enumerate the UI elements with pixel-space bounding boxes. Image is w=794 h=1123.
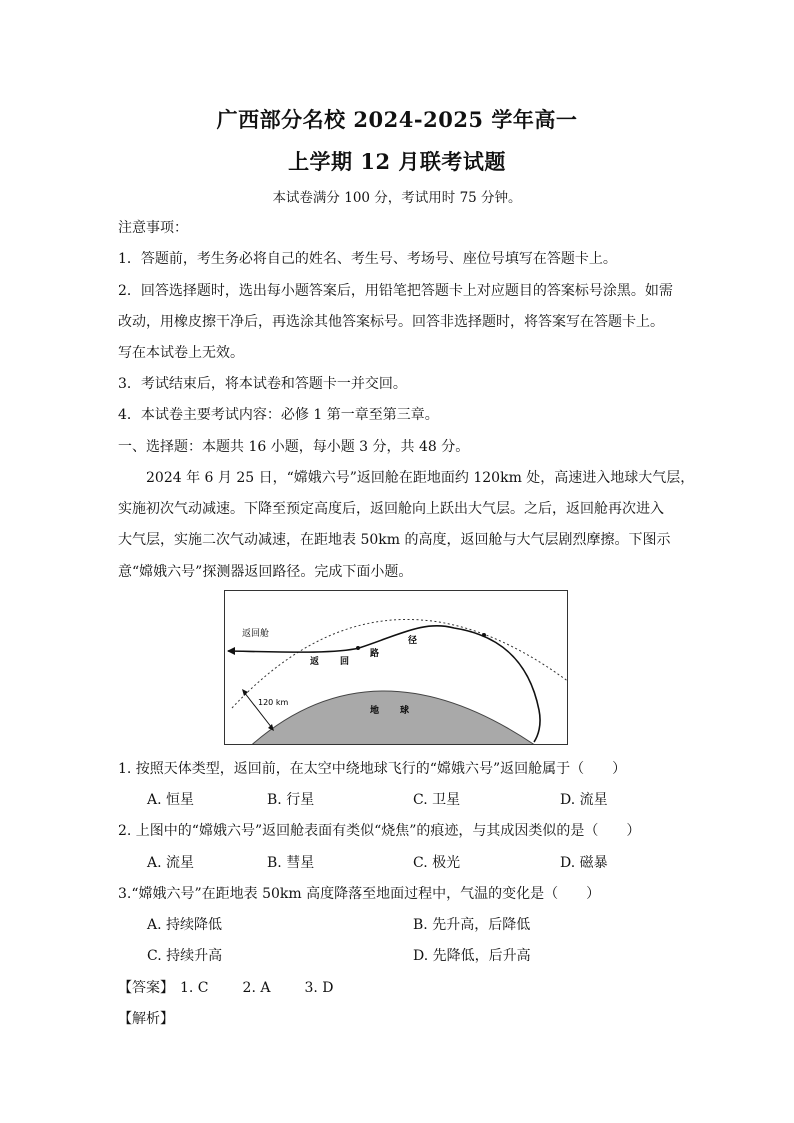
question-2-option-b[interactable]: B. 彗星 bbox=[267, 855, 315, 871]
question-1-stem: 1. 按照天体类型，返回前，在太空中绕地球飞行的“嫦娥六号”返回舱属于（ ） bbox=[118, 761, 627, 777]
answer-2: 2. A bbox=[242, 980, 271, 996]
passage-line-4: 意“嫦娥六号”探测器返回路径。完成下面小题。 bbox=[118, 564, 413, 580]
answer-label: 【答案】 bbox=[118, 980, 174, 996]
passage-line-1: 2024 年 6 月 25 日，“嫦娥六号”返回舱在距地面约 120km 处，高速进入地球大气层， bbox=[146, 470, 695, 486]
question-1-option-a[interactable]: A. 恒星 bbox=[147, 792, 195, 808]
exam-subtitle: 本试卷满分 100 分，考试用时 75 分钟。 bbox=[272, 190, 522, 206]
path-label-4: 径 bbox=[408, 636, 418, 646]
answer-1: 1. C bbox=[180, 980, 209, 996]
note-item-2-line2: 改动，用橡皮擦干净后，再选涂其他答案标号。回答非选择题时，将答案写在答题卡上。 bbox=[118, 314, 664, 330]
path-point bbox=[482, 633, 486, 637]
capsule-label: 返回舱 bbox=[242, 629, 270, 639]
question-2-option-d[interactable]: D. 磁暴 bbox=[560, 855, 608, 871]
path-label-2: 回 bbox=[340, 657, 350, 667]
note-item-3: 3．考试结束后，将本试卷和答题卡一并交回。 bbox=[118, 376, 407, 392]
question-3-option-d[interactable]: D. 先降低，后升高 bbox=[413, 948, 531, 964]
altitude-label: 120 km bbox=[258, 698, 289, 707]
note-item-1: 1．答题前，考生务必将自己的姓名、考生号、考场号、座位号填写在答题卡上。 bbox=[118, 251, 617, 267]
question-3-stem: 3.“嫦娥六号”在距地表 50km 高度降落至地面过程中，气温的变化是（ ） bbox=[118, 886, 601, 902]
section-heading: 一、选择题：本题共 16 小题，每小题 3 分，共 48 分。 bbox=[118, 439, 470, 455]
question-3-option-c[interactable]: C. 持续升高 bbox=[147, 948, 223, 964]
question-1-option-d[interactable]: D. 流星 bbox=[560, 792, 608, 808]
question-2-stem: 2. 上图中的“嫦娥六号”返回舱表面有类似“烧焦”的痕迹，与其成因类似的是（ ） bbox=[118, 823, 641, 839]
question-3-option-a[interactable]: A. 持续降低 bbox=[147, 917, 223, 933]
exam-title-line2: 上学期 12 月联考试题 bbox=[288, 149, 506, 174]
answer-3: 3. D bbox=[304, 980, 334, 996]
exam-title-line1: 广西部分名校 2024-2025 学年高一 bbox=[216, 107, 578, 132]
path-label-3: 路 bbox=[370, 649, 380, 659]
passage-line-2: 实施初次气动减速。下降至预定高度后，返回舱向上跃出大气层。之后，返回舱再次进入 bbox=[118, 501, 664, 517]
question-3-option-b[interactable]: B. 先升高，后降低 bbox=[413, 917, 531, 933]
path-label-1: 返 bbox=[310, 657, 320, 667]
note-item-2-line3: 写在本试卷上无效。 bbox=[118, 345, 244, 361]
note-item-2-line1: 2．回答选择题时，选出每小题答案后，用铅笔把答题卡上对应题目的答案标号涂黑。如需 bbox=[118, 283, 673, 299]
answer-block bbox=[118, 977, 334, 997]
question-1-option-c[interactable]: C. 卫星 bbox=[413, 792, 461, 808]
return-path-diagram bbox=[224, 590, 568, 745]
analysis-label: 【解析】 bbox=[118, 1011, 174, 1027]
earth-label-1: 地 bbox=[370, 706, 380, 716]
question-1-option-b[interactable]: B. 行星 bbox=[267, 792, 315, 808]
path-point bbox=[356, 646, 360, 650]
question-2-option-c[interactable]: C. 极光 bbox=[413, 855, 461, 871]
note-item-4: 4．本试卷主要考试内容：必修 1 第一章至第三章。 bbox=[118, 407, 439, 423]
question-2-option-a[interactable]: A. 流星 bbox=[147, 855, 195, 871]
notes-heading: 注意事项： bbox=[118, 220, 188, 236]
passage-line-3: 大气层，实施二次气动减速，在距地表 50km 的高度，返回舱与大气层剧烈摩擦。下图示 bbox=[118, 532, 671, 548]
earth-label-2: 球 bbox=[400, 706, 410, 716]
